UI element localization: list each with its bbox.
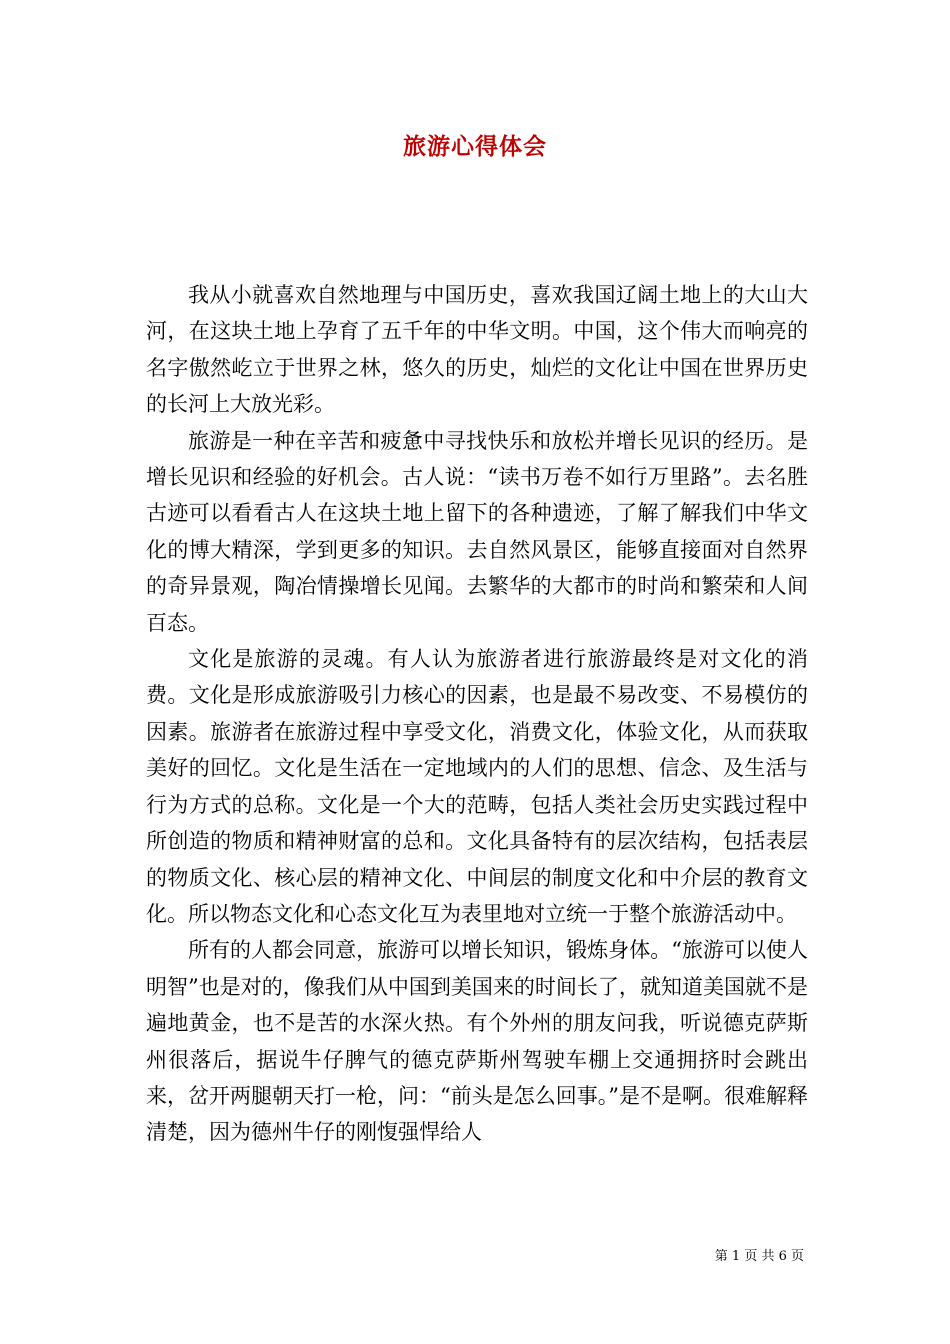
- page-number: 第 1 页 共 6 页: [714, 1249, 804, 1264]
- paragraph: 我从小就喜欢自然地理与中国历史，喜欢我国辽阔土地上的大山大河，在这块土地上孕育了五千年的中华文明。中国，这个伟大而响亮的名字傲然屹立于世界之林，悠久的历史，灿烂的文化让中国在世界历史的长河上大放光彩。: [146, 283, 808, 417]
- paragraph: 旅游是一种在辛苦和疲惫中寻找快乐和放松并增长见识的经历。是增长见识和经验的好机会。古人说：“读书万卷不如行万里路”。去名胜古迹可以看看古人在这块土地上留下的各种遗迹，了解了解我们中华文化的博大精深，学到更多的知识。去自然风景区，能够直接面对自然界的奇异景观，陶冶情操增长见闻。去繁华的大都市的时尚和繁荣和人间百态。: [146, 428, 808, 635]
- document-title: 旅游心得体会: [403, 133, 547, 160]
- paragraph: 文化是旅游的灵魂。有人认为旅游者进行旅游最终是对文化的消费。文化是形成旅游吸引力核心的因素，也是最不易改变、不易模仿的因素。旅游者在旅游过程中享受文化，消费文化，体验文化，从而获取美好的回忆。文化是生活在一定地域内的人们的思想、信念、及生活与行为方式的总称。文化是一个大的范畴，包括人类社会历史实践过程中所创造的物质和精神财富的总和。文化具备特有的层次结构，包括表层的物质文化、核心层的精神文化、中间层的制度文化和中介层的教育文化。所以物态文化和心态文化互为表里地对立统一于整个旅游活动中。: [146, 647, 808, 926]
- paragraph: 所有的人都会同意，旅游可以增长知识，锻炼身体。“旅游可以使人明智”也是对的，像我们从中国到美国来的时间长了，就知道美国就不是遍地黄金，也不是苦的水深火热。有个外州的朋友问我，听说德克萨斯州很落后，据说牛仔脾气的德克萨斯州驾驶车棚上交通拥挤时会跳出来，岔开两腿朝天打一枪，问：“前头是怎么回事。”是不是啊。很难解释清楚，因为德州牛仔的刚愎强悍给人: [146, 938, 808, 1145]
- document-body: [146, 277, 808, 1151]
